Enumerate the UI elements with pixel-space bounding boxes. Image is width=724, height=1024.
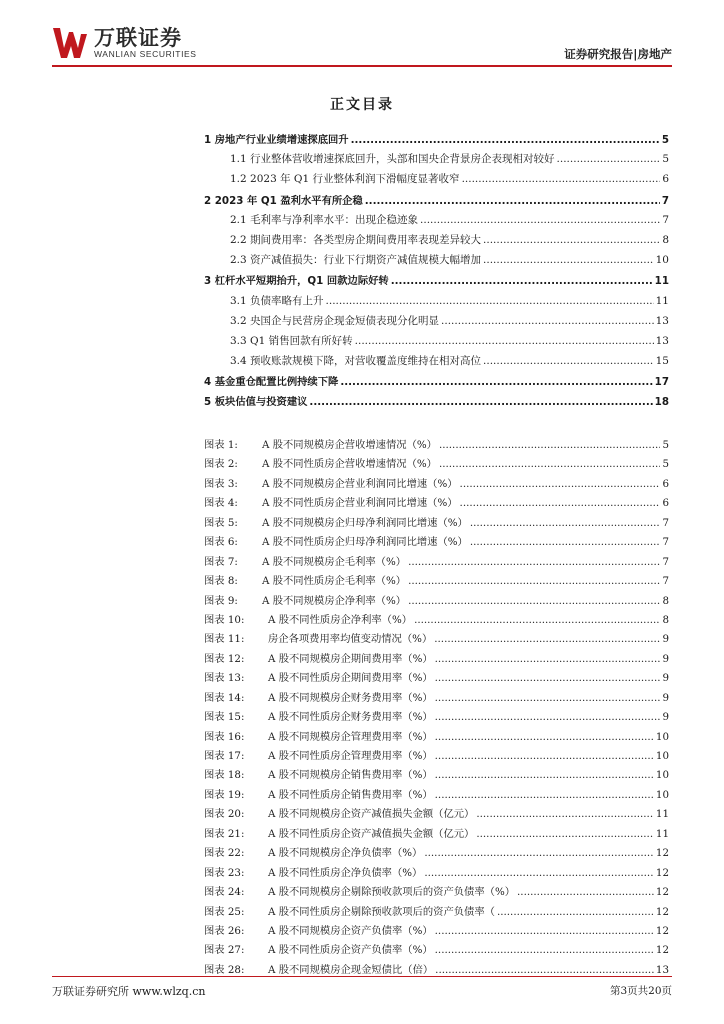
toc-entry[interactable]: [204, 272, 669, 292]
figure-page: 13: [655, 963, 669, 976]
figure-number: 图表 1:: [204, 439, 238, 451]
toc-entry-page: 8: [662, 233, 669, 246]
figure-page: 12: [655, 924, 669, 937]
figure-label: A 股不同规模房企现金短债比（倍）: [268, 963, 434, 976]
figure-label: 房企各项费用率均值变动情况（%）: [268, 633, 433, 646]
figure-number: 图表 14:: [204, 691, 245, 704]
toc-leader-dots: [340, 376, 652, 388]
footer-page-number: 第3页共20页: [609, 985, 672, 997]
figure-page: 9: [662, 652, 669, 665]
figure-label: A 股不同规模房企销售费用率（%）: [268, 769, 433, 782]
toc-leader-dots: [391, 275, 653, 287]
figure-leader-dots: [408, 575, 660, 587]
figure-page: 8: [662, 613, 669, 626]
page-title: 正文目录: [330, 97, 394, 113]
figure-entry[interactable]: [204, 455, 669, 474]
figure-number: 图表 18:: [204, 769, 245, 782]
toc-leader-dots: [483, 234, 660, 246]
figure-number: 图表 4:: [204, 497, 238, 510]
figure-label: A 股不同性质房企净负债率（%）: [268, 866, 423, 879]
figure-list: [204, 436, 669, 980]
figure-entry[interactable]: [204, 650, 669, 669]
figure-number: 图表 13:: [204, 672, 245, 685]
figure-number: 图表 3:: [204, 477, 238, 490]
figure-leader-dots: [424, 867, 654, 879]
figure-number: 图表 8:: [204, 575, 238, 588]
figure-number: 图表 20:: [204, 808, 245, 821]
figure-number: 图表 28:: [204, 963, 245, 976]
toc-entry-page: 11: [655, 294, 669, 307]
table-of-contents: [204, 131, 669, 414]
figure-entry[interactable]: [204, 494, 669, 513]
figure-leader-dots: [497, 906, 654, 918]
footer-divider: [52, 976, 672, 977]
toc-leader-dots: [365, 195, 660, 207]
figure-label: A 股不同规模房企净利率（%）: [262, 594, 407, 607]
toc-entry[interactable]: [204, 232, 669, 252]
figure-leader-dots: [435, 925, 654, 937]
header-divider: [52, 65, 672, 67]
figure-label: A 股不同规模房企归母净利润同比增速（%）: [262, 516, 468, 529]
toc-entry-label: 2.3 资产减值损失：行业下行期资产减值规模大幅增加: [230, 254, 482, 267]
figure-entry[interactable]: [204, 844, 669, 863]
figure-number: 图表 9:: [204, 594, 238, 607]
figure-page: 7: [662, 555, 669, 568]
toc-leader-dots: [557, 153, 661, 165]
figure-entry[interactable]: [204, 941, 669, 960]
toc-entry-page: 7: [661, 194, 669, 207]
toc-entry[interactable]: [204, 293, 669, 313]
toc-entry-label: 3 杠杆水平短期抬升，Q1 回款边际好转: [204, 275, 389, 288]
figure-number: 图表 27:: [204, 944, 245, 957]
figure-page: 9: [662, 691, 669, 704]
figure-number: 图表 21:: [204, 827, 245, 840]
toc-entry-label: 4 基金重仓配置比例持续下降: [204, 376, 339, 389]
figure-label: A 股不同性质房企营收增速情况（%）: [262, 458, 437, 471]
figure-label: A 股不同性质房企营业利润同比增速（%）: [262, 497, 458, 510]
wanlian-logo-icon: [52, 26, 88, 60]
figure-page: 10: [655, 730, 669, 743]
figure-page: 10: [655, 788, 669, 801]
toc-leader-dots: [326, 295, 654, 307]
figure-page: 12: [655, 886, 669, 899]
figure-leader-dots: [470, 517, 661, 529]
figure-number: 图表 23:: [204, 866, 245, 879]
toc-entry-label: 1.1 行业整体营收增速探底回升，头部和国央企背景房企表现相对较好: [230, 153, 555, 166]
figure-leader-dots: [414, 614, 660, 626]
figure-page: 10: [655, 750, 669, 762]
toc-leader-dots: [309, 396, 652, 408]
figure-number: 图表 7:: [204, 555, 238, 568]
figure-label: A 股不同规模房企期间费用率（%）: [268, 652, 433, 665]
figure-page: 9: [662, 672, 669, 685]
toc-entry-label: 2.2 期间费用率：各类型房企期间费用率表现差异较大: [230, 233, 482, 246]
figure-number: 图表 16:: [204, 730, 245, 743]
toc-entry-label: 2.1 毛利率与净利率水平：出现企稳迹象: [230, 213, 419, 226]
toc-entry[interactable]: [204, 393, 669, 413]
figure-page: 6: [662, 477, 669, 490]
figure-page: 6: [662, 497, 669, 510]
toc-entry-page: 10: [655, 254, 669, 267]
company-logo: [52, 26, 197, 60]
toc-entry[interactable]: [204, 171, 669, 191]
figure-leader-dots: [424, 847, 654, 859]
figure-page: 12: [655, 944, 669, 957]
toc-entry-page: 17: [654, 376, 669, 389]
toc-leader-dots: [462, 173, 661, 185]
figure-label: A 股不同规模房企资产减值损失金额（亿元）: [268, 808, 475, 821]
figure-label: A 股不同规模房企营业利润同比增速（%）: [262, 477, 458, 490]
toc-leader-dots: [351, 134, 660, 146]
toc-entry-page: 11: [654, 275, 669, 288]
report-type: 证券研究报告|房地产: [564, 47, 672, 61]
toc-entry[interactable]: [204, 131, 669, 151]
figure-label: A 股不同性质房企归母净利润同比增速（%）: [262, 536, 468, 549]
figure-leader-dots: [460, 478, 661, 490]
figure-leader-dots: [476, 828, 654, 840]
toc-entry-page: 6: [662, 173, 669, 186]
figure-page: 11: [655, 808, 669, 821]
figure-number: 图表 15:: [204, 711, 245, 724]
figure-leader-dots: [408, 556, 660, 568]
figure-number: 图表 24:: [204, 886, 245, 899]
figure-entry[interactable]: [204, 883, 669, 902]
figure-label: A 股不同规模房企剔除预收款项后的资产负债率（%）: [268, 886, 516, 899]
figure-page: 12: [655, 905, 669, 918]
figure-number: 图表 25:: [204, 905, 245, 918]
figure-page: 5: [662, 439, 669, 451]
figure-number: 图表 17:: [204, 750, 245, 762]
toc-entry-label: 1 房地产行业业绩增速探底回升: [204, 134, 349, 146]
toc-leader-dots: [483, 355, 654, 367]
figure-page: 5: [662, 458, 669, 471]
figure-entry[interactable]: [204, 514, 669, 533]
toc-entry[interactable]: [204, 252, 669, 272]
toc-leader-dots: [483, 254, 654, 266]
figure-label: A 股不同性质房企管理费用率（%）: [268, 750, 433, 762]
figure-entry[interactable]: [204, 747, 669, 766]
figure-leader-dots: [435, 731, 654, 743]
figure-number: 图表 6:: [204, 536, 238, 549]
figure-label: A 股不同规模房企营收增速情况（%）: [262, 439, 437, 451]
figure-page: 8: [662, 594, 669, 607]
toc-entry[interactable]: [204, 192, 669, 212]
toc-entry-label: 3.1 负债率略有上升: [230, 294, 324, 307]
figure-page: 10: [655, 769, 669, 782]
figure-label: A 股不同性质房企剔除预收款项后的资产负债率（: [268, 905, 495, 918]
figure-leader-dots: [517, 886, 654, 898]
figure-label: A 股不同性质房企财务费用率（%）: [268, 711, 433, 724]
figure-label: A 股不同规模房企毛利率（%）: [262, 555, 407, 568]
figure-label: A 股不同规模房企资产负债率（%）: [268, 924, 433, 937]
toc-entry[interactable]: [204, 353, 669, 373]
figure-number: 图表 26:: [204, 924, 245, 937]
figure-entry[interactable]: [204, 864, 669, 883]
figure-page: 7: [662, 516, 669, 529]
figure-page: 11: [655, 827, 669, 840]
toc-entry-page: 13: [655, 314, 669, 327]
toc-leader-dots: [441, 315, 654, 327]
figure-entry[interactable]: [204, 708, 669, 727]
page-header: [0, 0, 724, 70]
figure-entry[interactable]: [204, 553, 669, 572]
figure-page: 7: [662, 575, 669, 588]
figure-leader-dots: [435, 964, 654, 976]
figure-entry[interactable]: [204, 475, 669, 494]
toc-leader-dots: [355, 335, 654, 347]
toc-entry[interactable]: [204, 333, 669, 353]
toc-entry-page: 5: [662, 153, 669, 166]
toc-entry-label: 3.2 央国企与民营房企现金短债表现分化明显: [230, 314, 440, 327]
figure-leader-dots: [435, 672, 661, 684]
figure-leader-dots: [435, 769, 654, 781]
toc-entry[interactable]: [204, 151, 669, 171]
figure-label: A 股不同规模房企管理费用率（%）: [268, 730, 433, 743]
toc-entry[interactable]: [204, 313, 669, 333]
figure-leader-dots: [434, 633, 660, 645]
figure-number: 图表 10:: [204, 613, 245, 626]
figure-entry[interactable]: [204, 630, 669, 649]
toc-entry-label: 3.3 Q1 销售回款有所好转: [230, 334, 353, 347]
figure-leader-dots: [476, 808, 654, 820]
figure-number: 图表 2:: [204, 458, 238, 471]
figure-entry[interactable]: [204, 533, 669, 552]
figure-entry[interactable]: [204, 766, 669, 785]
figure-leader-dots: [435, 789, 654, 801]
logo-english-name: WANLIAN SECURITIES: [94, 48, 197, 59]
figure-label: A 股不同规模房企财务费用率（%）: [268, 691, 433, 704]
figure-entry[interactable]: [204, 572, 669, 591]
toc-entry-page: 5: [661, 134, 669, 146]
figure-label: A 股不同性质房企资产负债率（%）: [268, 944, 433, 957]
figure-entry[interactable]: [204, 922, 669, 941]
toc-entry-label: 3.4 预收账款规模下降，对营收覆盖度维持在相对高位: [230, 355, 482, 368]
figure-entry[interactable]: [204, 825, 669, 844]
figure-page: 12: [655, 847, 669, 860]
toc-entry-page: 7: [662, 213, 669, 226]
figure-entry[interactable]: [204, 805, 669, 824]
figure-number: 图表 22:: [204, 847, 245, 860]
figure-entry[interactable]: [204, 592, 669, 611]
figure-label: A 股不同性质房企净利率（%）: [268, 613, 413, 626]
toc-entry[interactable]: [204, 373, 669, 393]
toc-entry-page: 18: [654, 396, 669, 409]
toc-entry-page: 13: [655, 334, 669, 347]
toc-entry-label: 5 板块估值与投资建议: [204, 396, 308, 409]
toc-entry-label: 2 2023 年 Q1 盈利水平有所企稳: [204, 194, 363, 207]
figure-leader-dots: [435, 750, 654, 762]
logo-chinese-name: 万联证券: [94, 25, 182, 50]
figure-leader-dots: [408, 595, 660, 607]
figure-entry[interactable]: [204, 961, 669, 980]
figure-number: 图表 5:: [204, 516, 238, 529]
figure-number: 图表 19:: [204, 788, 245, 801]
footer-source: 万联证券研究所 www.wlzq.cn: [52, 985, 206, 998]
figure-label: A 股不同性质房企期间费用率（%）: [268, 672, 433, 685]
figure-leader-dots: [435, 944, 654, 956]
figure-entry[interactable]: [204, 669, 669, 688]
figure-page: 7: [662, 536, 669, 549]
figure-leader-dots: [435, 653, 661, 665]
figure-label: A 股不同规模房企净负债率（%）: [268, 847, 423, 860]
figure-label: A 股不同性质房企销售费用率（%）: [268, 788, 433, 801]
figure-entry[interactable]: [204, 728, 669, 747]
figure-label: A 股不同性质房企毛利率（%）: [262, 575, 407, 588]
toc-entry-label: 1.2 2023 年 Q1 行业整体利润下滑幅度显著收窄: [230, 173, 460, 186]
toc-leader-dots: [420, 214, 660, 226]
figure-number: 图表 12:: [204, 652, 245, 665]
figure-leader-dots: [439, 458, 660, 470]
figure-entry[interactable]: [204, 786, 669, 805]
figure-entry[interactable]: [204, 903, 669, 922]
figure-leader-dots: [439, 439, 660, 451]
figure-leader-dots: [460, 497, 661, 509]
figure-leader-dots: [435, 692, 661, 704]
figure-label: A 股不同性质房企资产减值损失金额（亿元）: [268, 827, 475, 840]
figure-number: 图表 11:: [204, 633, 245, 646]
figure-entry[interactable]: [204, 689, 669, 708]
figure-entry[interactable]: [204, 436, 669, 455]
figure-page: 9: [662, 633, 669, 646]
toc-entry[interactable]: [204, 212, 669, 232]
figure-page: 9: [662, 711, 669, 724]
figure-leader-dots: [470, 536, 661, 548]
toc-entry-page: 15: [655, 355, 669, 368]
figure-entry[interactable]: [204, 611, 669, 630]
figure-page: 12: [655, 866, 669, 879]
figure-leader-dots: [435, 711, 661, 723]
